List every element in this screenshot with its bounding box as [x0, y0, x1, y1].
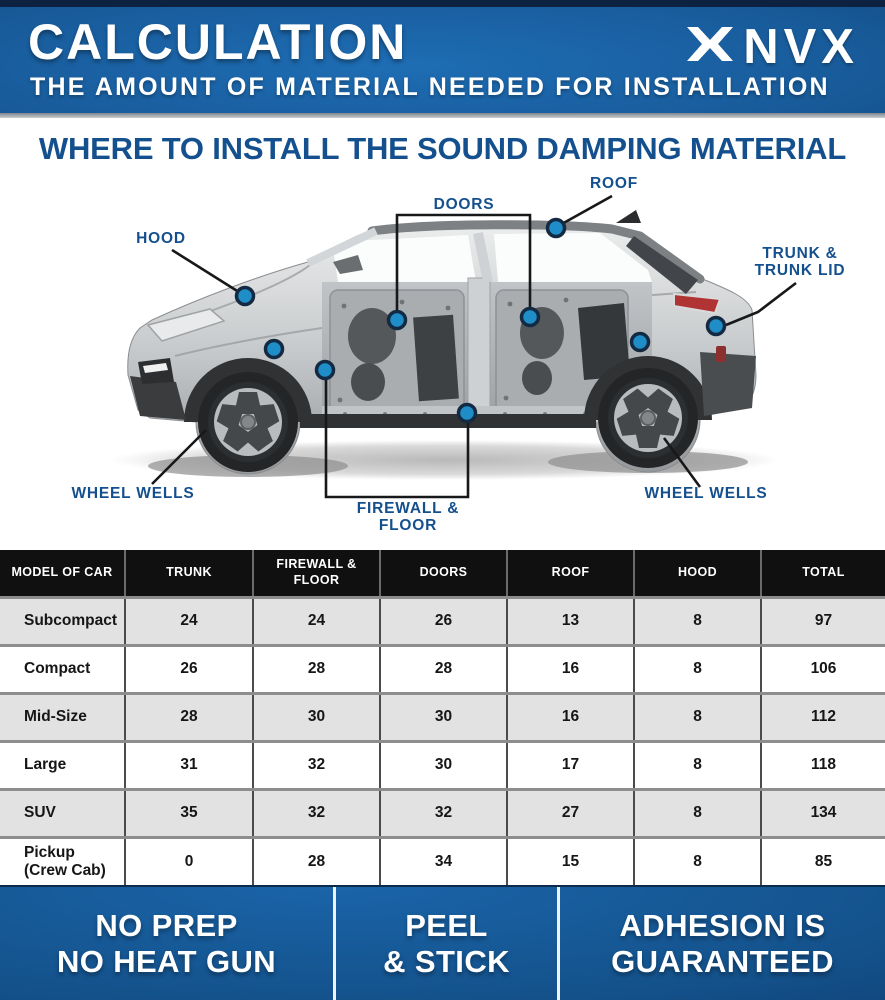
- label-hood: HOOD: [136, 230, 186, 247]
- table-row-subcompact: Subcompact 24 24 26 13 8 97: [0, 597, 885, 645]
- label-firewall-floor: FIREWALL & FLOOR: [356, 500, 460, 535]
- col-header-doors: DOORS: [380, 550, 507, 597]
- label-wheel-wells-left: WHEEL WELLS: [71, 485, 195, 502]
- page-title: CALCULATION: [28, 14, 408, 70]
- install-point-dot: [266, 341, 283, 358]
- table-header-row: [0, 550, 885, 597]
- table-row-large: Large 31 32 30 17 8 118: [0, 741, 885, 789]
- install-point-dot: [522, 309, 539, 326]
- rear-wheel: [598, 368, 698, 468]
- header-divider: [0, 113, 885, 118]
- col-header-hood: HOOD: [634, 550, 761, 597]
- install-point-dot: [237, 288, 254, 305]
- top-navy-strip: [0, 0, 885, 7]
- col-header-firewall: FIREWALL & FLOOR: [253, 550, 380, 597]
- table-row-compact: Compact 26 28 28 16 8 106: [0, 645, 885, 693]
- badge-adhesion: ADHESION IS GUARANTEED: [557, 887, 885, 1000]
- front-wheel: [198, 372, 298, 472]
- col-header-roof: ROOF: [507, 550, 634, 597]
- section-title: WHERE TO INSTALL THE SOUND DAMPING MATERIAL: [38, 131, 847, 166]
- badge-no-prep: NO PREP NO HEAT GUN: [56, 907, 277, 979]
- header-banner: [0, 7, 885, 113]
- install-point-dot: [548, 220, 565, 237]
- nvx-logo-icon: [685, 25, 735, 69]
- install-point-dot: [708, 318, 725, 335]
- label-wheel-wells-right: WHEEL WELLS: [644, 485, 768, 502]
- install-point-dot: [459, 405, 476, 422]
- footer-banner: [0, 885, 885, 1000]
- brand-logo: [685, 19, 859, 75]
- label-trunk: TRUNK & TRUNK LID: [754, 245, 846, 280]
- header-subtitle: THE AMOUNT OF MATERIAL NEEDED FOR INSTALLATION: [30, 73, 830, 101]
- col-header-model: MODEL OF CAR: [0, 550, 125, 597]
- table-row-midsize: Mid-Size 28 30 30 16 8 112: [0, 693, 885, 741]
- badge-peel-stick: PEEL & STICK: [333, 887, 557, 1000]
- table-row-pickup: Pickup (Crew Cab) 0 28 34 15 8 85: [0, 837, 885, 885]
- install-point-dot: [632, 334, 649, 351]
- install-point-dot: [389, 312, 406, 329]
- label-doors: DOORS: [433, 196, 495, 213]
- table-row-suv: SUV 35 32 32 27 8 134: [0, 789, 885, 837]
- col-header-total: TOTAL: [761, 550, 885, 597]
- install-location-diagram: [0, 170, 885, 550]
- brand-text: NVX: [743, 20, 859, 74]
- material-amount-table: [0, 550, 885, 885]
- install-point-dot: [317, 362, 334, 379]
- label-roof: ROOF: [590, 175, 638, 192]
- col-header-trunk: TRUNK: [125, 550, 253, 597]
